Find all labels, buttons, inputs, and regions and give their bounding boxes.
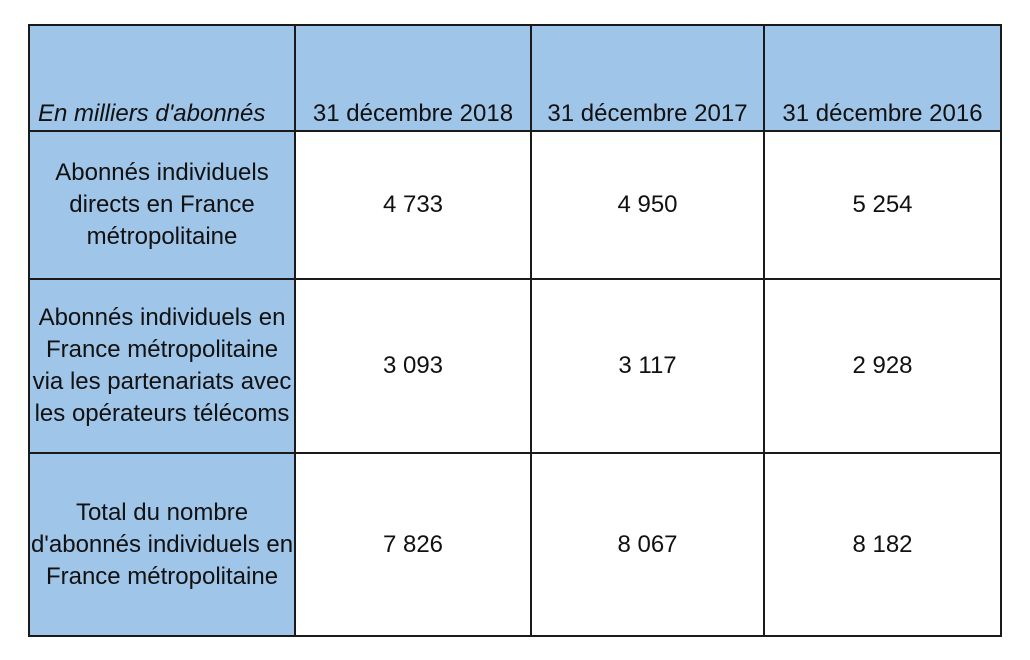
table-row xyxy=(29,453,1001,636)
value-cell: 5 254 xyxy=(764,131,1001,279)
value-cell: 3 117 xyxy=(531,279,764,453)
subscribers-table xyxy=(28,24,1002,637)
table-row xyxy=(29,131,1001,279)
value-cell: 7 826 xyxy=(295,453,531,636)
column-header-2017: 31 décembre 2017 xyxy=(531,25,764,131)
header-row xyxy=(29,25,1001,131)
value-cell: 4 733 xyxy=(295,131,531,279)
value-cell: 8 182 xyxy=(764,453,1001,636)
value-cell: 8 067 xyxy=(531,453,764,636)
table-row xyxy=(29,279,1001,453)
column-header-2016: 31 décembre 2016 xyxy=(764,25,1001,131)
unit-label-header: En milliers d'abonnés xyxy=(29,25,295,131)
value-cell: 4 950 xyxy=(531,131,764,279)
column-header-2018: 31 décembre 2018 xyxy=(295,25,531,131)
row-label-partner-subscribers: Abonnés individuels en France métropolitaine via les partenariats avec les opérateurs télécoms xyxy=(29,279,295,453)
value-cell: 2 928 xyxy=(764,279,1001,453)
value-cell: 3 093 xyxy=(295,279,531,453)
row-label-direct-subscribers: Abonnés individuels directs en France métropolitaine xyxy=(29,131,295,279)
row-label-total-subscribers: Total du nombre d'abonnés individuels en France métropolitaine xyxy=(29,453,295,636)
